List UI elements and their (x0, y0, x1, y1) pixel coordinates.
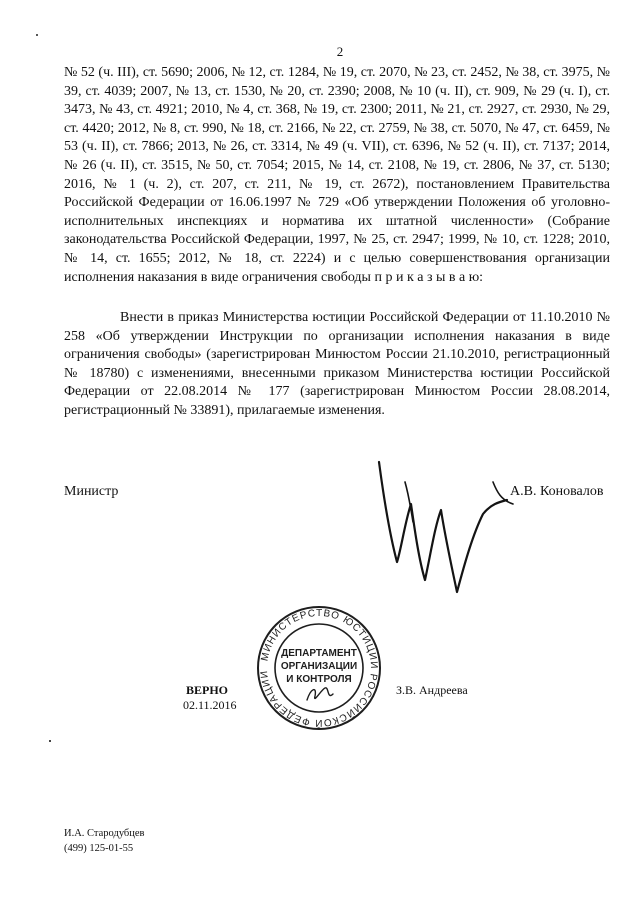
page-number: 2 (336, 44, 344, 59)
svg-text:МИНИСТЕРСТВО ЮСТИЦИИ РОССИЙСКО: МИНИСТЕРСТВО ЮСТИЦИИ РОССИЙСКОЙ ФЕДЕРАЦИИ (258, 607, 380, 729)
stamp-line-2: ОРГАНИЗАЦИИ (280, 661, 358, 672)
stamp-line-1: ДЕПАРТАМЕНТ (281, 648, 357, 659)
verifier-name: З.В. Андреева (396, 683, 468, 697)
handwritten-signature (375, 452, 525, 602)
department-stamp (255, 604, 383, 732)
stamp-line-3: И КОНТРОЛЯ (286, 674, 352, 685)
executor-phone: (499) 125-01-55 (64, 843, 134, 854)
signer-title: Министр (64, 484, 119, 499)
scan-speck (36, 34, 38, 36)
stamp-initials-scribble (307, 688, 333, 700)
executor-name: И.А. Стародубцев (64, 828, 145, 839)
signer-name: А.В. Коновалов (510, 484, 604, 499)
body-paragraph-2: Внести в приказ Министерства юстиции Российской Федерации от 11.10.2010 № 258 «Об утверждении Инструкции по организации исполнения наказания в виде ограничения свободы» (зарегистрирован Минюстом России 21.10.2010, регистрационный № 18780) с изменениями, внесенными приказом Министерства юстиции Российской Федерации от 22.08.2014 № 177 (зарегистрирован Минюстом России 28.08.2014, регистрационный № 33891), прилагаемые изменения. (64, 310, 610, 418)
certification-label: ВЕРНО (186, 683, 229, 697)
certification-date: 02.11.2016 (183, 698, 237, 712)
body-paragraph-1: № 52 (ч. III), ст. 5690; 2006, № 12, ст. 1284, № 19, ст. 2070, № 23, ст. 2452, № 38, ст. 3975, № 39, ст. 4039; 2007, № 13, ст. 1530, № 20, ст. 2390; 2008, № 10 (ч. II), ст. 909, № 29 (ч. I), ст. 3473, № 43, ст. 4921; 2010, № 4, ст. 368, № 19, ст. 2300; 2011, № 21, ст. 2927, ст. 2930, № 29, ст. 4420; 2012, № 8, ст. 990, № 18, ст. 2166, № 22, ст. 2759, № 38, ст. 5070, № 47, ст. 6459, № 53 (ч. II), ст. 7866; 2013, № 26, ст. 3314, № 49 (ч. VII), ст. 6396, № 52 (ч. II), ст. 7137; 2014, № 26 (ч. II), ст. 3515, № 50, ст. 7054; 2015, № 14, ст. 2108, № 19, ст. 2806, № 37, ст. 5130; 2016, № 1 (ч. 2), ст. 207, ст. 211, № 19, ст. 2672), постановлением Правительства Российской Федерации от 16.06.1997 № 729 «Об утверждении Положения об уголовно-исполнительных инспекциях и норматива их штатной численности» (Собрание законодательства Российской Федерации, 1997, № 25, ст. 2947; 1999, № 10, ст. 1228; 2010, № 14, ст. 1655; 2012, № 18, ст. 2224) и с целью совершенствования организации исполнения наказания в виде ограничения свободы п р и к а з ы в а ю: (64, 65, 610, 285)
scan-speck (49, 740, 51, 742)
